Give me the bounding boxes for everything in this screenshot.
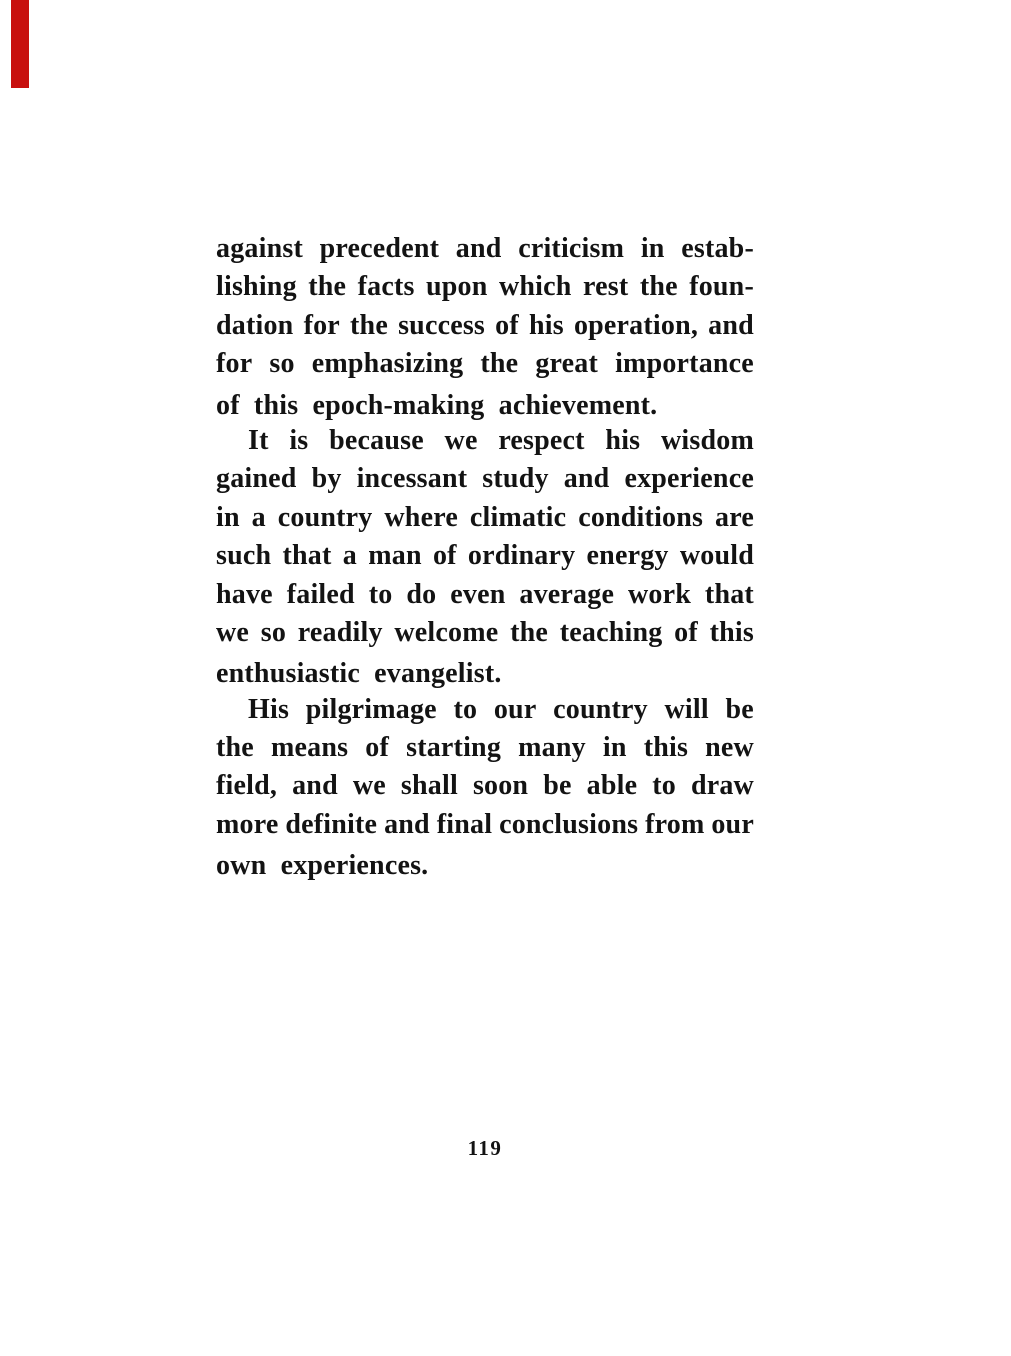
word: and: [708, 309, 754, 341]
word: importance: [615, 348, 754, 380]
word: his: [605, 424, 641, 456]
word: country: [553, 693, 648, 725]
word: do: [406, 578, 437, 610]
word: where: [384, 501, 458, 533]
text-line: [216, 579, 754, 617]
word: and: [455, 233, 502, 264]
word: to: [652, 770, 676, 802]
word: ordinary: [467, 540, 576, 572]
text-line: [216, 310, 754, 348]
word: that: [282, 540, 332, 572]
word: great: [535, 348, 599, 380]
text-line: [216, 809, 754, 847]
word: and: [292, 770, 338, 802]
text-line: [216, 463, 754, 501]
word: soon: [472, 770, 529, 802]
word: will: [664, 693, 709, 725]
word: means: [271, 732, 349, 764]
word: our: [493, 693, 537, 725]
word: the: [480, 348, 519, 380]
word: and: [384, 808, 430, 840]
word: new: [705, 732, 754, 764]
word: success: [398, 309, 486, 341]
word: that: [704, 578, 754, 610]
word: respect: [498, 424, 585, 456]
word: which: [498, 271, 572, 303]
word: such: [216, 540, 272, 572]
word: this: [643, 732, 689, 764]
text-line: enthusiastic evangelist.: [216, 658, 502, 690]
word: and: [563, 463, 610, 495]
word: average: [519, 578, 615, 610]
word: able: [586, 770, 638, 802]
word: a: [342, 540, 357, 572]
word: draw: [690, 770, 754, 802]
word: against: [216, 233, 303, 264]
word: incessant: [356, 463, 468, 495]
word: gained: [216, 463, 297, 495]
word: his: [528, 309, 564, 341]
word: upon: [426, 271, 488, 303]
word: because: [329, 424, 424, 456]
word: by: [311, 463, 342, 495]
text-line: [216, 233, 754, 271]
word: be: [543, 770, 572, 802]
word: is: [289, 424, 309, 456]
text-line: [216, 425, 754, 463]
word: teaching: [559, 616, 663, 648]
word: country: [277, 501, 373, 533]
word: criticism: [518, 233, 625, 264]
word: emphasizing: [311, 348, 464, 380]
word: the: [510, 616, 549, 648]
text-line: [216, 694, 754, 732]
word: this: [709, 616, 754, 648]
word: of: [365, 732, 390, 764]
word: in: [216, 501, 240, 533]
word: even: [450, 578, 506, 610]
word: man: [368, 540, 422, 572]
word: conclusions: [499, 808, 639, 840]
word: to: [368, 578, 393, 610]
word: to: [453, 693, 478, 725]
word: of: [495, 309, 519, 341]
word: rest: [583, 271, 629, 303]
word: would: [679, 540, 754, 572]
word: we: [352, 770, 386, 802]
word: energy: [586, 540, 669, 572]
paragraph: [216, 425, 754, 694]
text-line: [216, 770, 754, 808]
text-line: [216, 348, 754, 386]
word: dation: [216, 309, 294, 341]
word: wisdom: [660, 424, 754, 456]
word: so: [260, 616, 287, 648]
paragraph: [216, 694, 754, 886]
word: many: [518, 732, 586, 764]
word: from: [645, 808, 705, 840]
word: starting: [406, 732, 502, 764]
word: of: [432, 540, 457, 572]
word: shall: [400, 770, 458, 802]
text-line: [216, 502, 754, 540]
word: of: [674, 616, 698, 648]
word: so: [269, 348, 295, 380]
word: we: [216, 616, 250, 648]
text-line: [216, 271, 754, 309]
word: foun-: [689, 271, 754, 303]
word: readily: [297, 616, 383, 648]
page-number: 119: [467, 1136, 503, 1160]
word: a: [251, 501, 266, 533]
word: definite: [285, 808, 378, 840]
word: field,: [216, 770, 278, 802]
word: the: [216, 732, 254, 764]
word: work: [627, 578, 692, 610]
word: climatic: [469, 501, 567, 533]
word: final: [436, 808, 493, 840]
text-line: own experiences.: [216, 850, 429, 882]
word: failed: [286, 578, 355, 610]
word: operation,: [573, 309, 699, 341]
word: for: [216, 348, 253, 380]
text-block: [216, 233, 754, 886]
word: have: [216, 578, 273, 610]
word: be: [725, 693, 754, 725]
word: experience: [624, 463, 754, 495]
word: in: [640, 233, 665, 264]
text-line: of this epoch-making achievement.: [216, 389, 658, 421]
word: we: [444, 424, 478, 456]
word: are: [715, 501, 754, 533]
word: more: [216, 808, 279, 840]
word: for: [303, 309, 340, 341]
word: the: [350, 309, 388, 341]
word: pilgrimage: [305, 693, 437, 725]
red-ink-mark: [11, 0, 29, 88]
text-line: [216, 540, 754, 578]
text-line: [216, 617, 754, 655]
word: conditions: [578, 501, 704, 533]
word: study: [482, 463, 549, 495]
word: precedent: [319, 233, 440, 264]
word: It: [248, 424, 269, 456]
word: estab-: [681, 233, 754, 264]
word: the: [308, 271, 347, 303]
word: our: [711, 808, 754, 840]
word: facts: [357, 271, 415, 303]
word: His: [248, 693, 290, 725]
paragraph: [216, 233, 754, 425]
word: the: [639, 271, 678, 303]
word: welcome: [394, 616, 499, 648]
word: lishing: [216, 271, 297, 303]
word: in: [602, 732, 627, 764]
text-line: [216, 732, 754, 770]
